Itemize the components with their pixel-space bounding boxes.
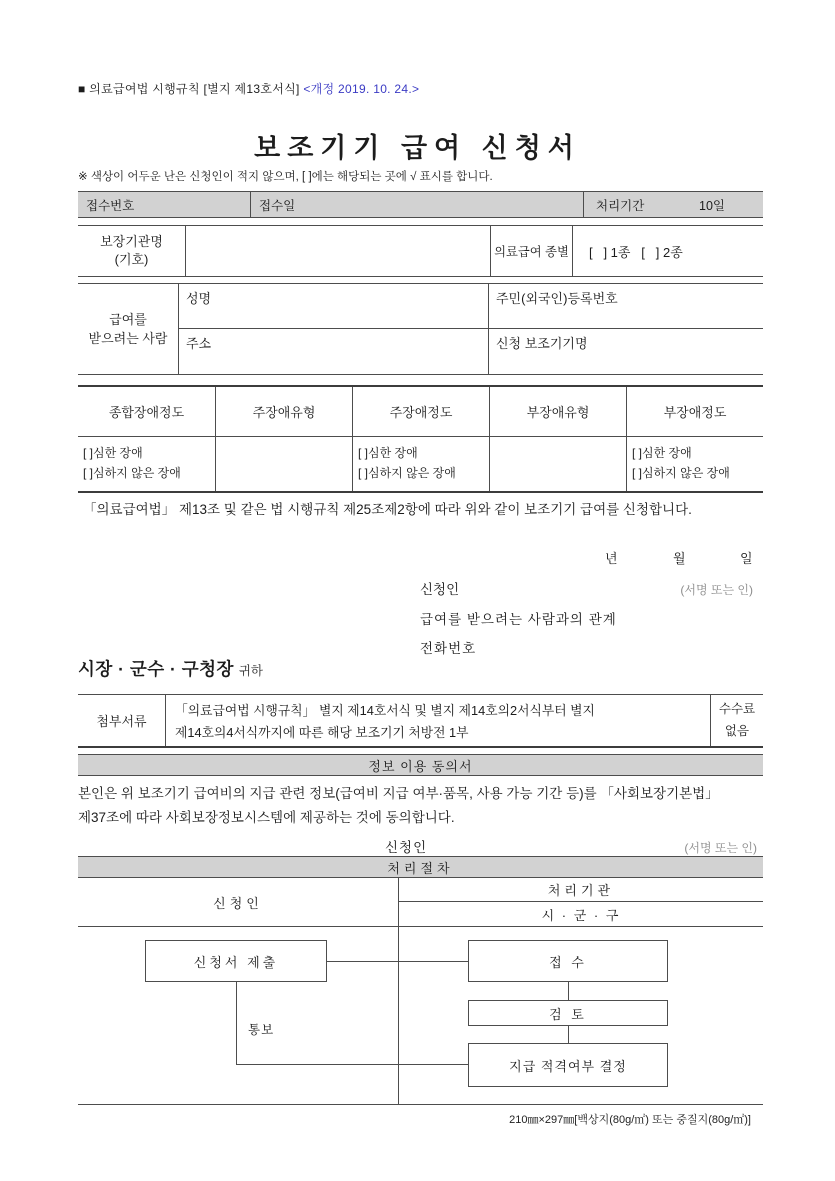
checkbox-severe[interactable]: [ ]심한 장애: [83, 446, 143, 460]
beneficiary-table: [78, 283, 763, 375]
document-reference: [78, 80, 419, 97]
main-type-cell[interactable]: [215, 437, 352, 491]
beneficiary-group-label: [78, 284, 178, 374]
processing-period-label: 처리기간: [596, 198, 645, 213]
receipt-number-label: 접수번호: [86, 198, 135, 213]
connector-review-decision: [568, 1026, 569, 1043]
benefit-type-options[interactable]: [ ] 1종 [ ] 2종: [572, 226, 763, 276]
rrn-field[interactable]: [488, 284, 763, 328]
signature-note: (서명 또는 인): [680, 583, 753, 597]
receipt-number-cell: [78, 192, 250, 217]
applicant-label: 신청인: [420, 582, 460, 597]
consent-section-header: 정보 이용 동의서: [78, 754, 763, 776]
receipt-date-label: 접수일: [259, 198, 296, 213]
header-sub-type: 부장애유형: [489, 387, 626, 436]
procedure-flowchart: [78, 927, 763, 1105]
phone-label: 전화번호: [420, 641, 477, 656]
fee-cell: [710, 695, 763, 746]
beneficiary-fields: [178, 284, 763, 374]
procedure-columns: [78, 878, 763, 927]
address-field[interactable]: [179, 329, 488, 374]
checkbox-severe[interactable]: [ ]심한 장애: [632, 446, 692, 460]
beneficiary-row-1: [179, 284, 763, 329]
agency-name-label-line1: 보장기관명: [100, 234, 163, 250]
flow-box-review: 검 토: [468, 1000, 668, 1026]
beneficiary-group-label-line2: 받으려는 사람: [88, 331, 168, 346]
attachment-label: 첨부서류: [96, 714, 147, 729]
fee-label: 수수료: [718, 702, 756, 717]
consent-applicant-label: 신청인: [385, 840, 428, 855]
fee-value: 없음: [724, 723, 750, 738]
flow-notify-label: 통보: [248, 1023, 275, 1037]
recipient-line: [78, 656, 263, 681]
receipt-row: [78, 191, 763, 218]
revision-date-text: <개정 2019. 10. 24.>: [303, 82, 420, 96]
receipt-date-cell: [250, 192, 583, 217]
connector-submit-receive: [327, 961, 468, 962]
processing-period-cell: [583, 192, 763, 217]
paper-spec-footer: 210㎜×297㎜[백상지(80g/㎡) 또는 중질지(80g/㎡)]: [509, 1114, 751, 1126]
benefit-type-label: 의료급여 종별: [490, 226, 572, 276]
day-label: 일: [740, 551, 753, 566]
month-label: 월: [673, 551, 686, 566]
disability-table: [78, 385, 763, 493]
date-line: [78, 548, 763, 566]
flow-box-receive: 접 수: [468, 940, 668, 982]
procedure-section-header: 처리절차: [78, 856, 763, 878]
disability-header-row: [78, 387, 763, 437]
consent-body-text: 본인은 위 보조기기 급여비의 지급 관련 정보(급여비 지급 여부·품목, 사용 가능 기간 등)를 「사회보장기본법」 제37조에 따라 사회보장정보시스템에 제공하는 것에 동의합니다.: [78, 786, 719, 825]
year-label: 년: [605, 551, 618, 566]
address-label: 주소: [186, 336, 212, 352]
flow-box-submit: 신청서 제출: [145, 940, 327, 982]
agency-row: [78, 225, 763, 277]
consent-signature-line: [78, 836, 763, 854]
procedure-agency-column: [398, 878, 763, 926]
applicant-signature-line: [78, 578, 763, 596]
rrn-label: 주민(외국인)등록번호: [496, 291, 618, 306]
procedure-applicant-column: 신청인: [213, 895, 263, 911]
device-name-field[interactable]: [488, 329, 763, 374]
header-sub-degree: 부장애정도: [626, 387, 763, 436]
procedure-agency-sub-label: 시 · 군 · 구: [541, 907, 621, 923]
flow-box-decision: 지급 적격여부 결정: [468, 1043, 668, 1087]
form-title: 보조기기 급여 신청서: [254, 133, 581, 163]
consent-signature-note: (서명 또는 인): [684, 841, 757, 855]
header-main-degree: 주장애정도: [352, 387, 489, 436]
recipient-honorific: 귀하: [238, 664, 263, 678]
beneficiary-group-label-line1: 급여를: [109, 311, 147, 327]
disability-body-row: [78, 437, 763, 491]
name-field[interactable]: [179, 284, 488, 328]
agency-name-label-line2: (기호): [114, 252, 149, 267]
sub-degree-cell[interactable]: [626, 437, 763, 491]
relation-line: [78, 608, 763, 628]
relation-label: 급여를 받으려는 사람과의 관계: [420, 612, 617, 627]
main-degree-cell[interactable]: [352, 437, 489, 491]
attachment-row: [78, 694, 763, 748]
declaration-text: 「의료급여법」 제13조 및 같은 법 시행규칙 제25조제2항에 따라 위와 같이 보조기기 급여를 신청합니다.: [83, 502, 692, 517]
instruction-note: ※ 색상이 어두운 난은 신청인이 적지 않으며, [ ]에는 해당되는 곳에 √ 표시를 합니다.: [78, 171, 493, 183]
checkbox-severe[interactable]: [ ]심한 장애: [358, 446, 418, 460]
sub-type-cell[interactable]: [489, 437, 626, 491]
procedure-agency-label: 처리기관: [399, 878, 763, 902]
checkbox-not-severe[interactable]: [ ]심하지 않은 장애: [358, 465, 456, 480]
agency-name-label: [78, 226, 185, 276]
statute-reference-text: ■ 의료급여법 시행규칙 [별지 제13호서식]: [78, 82, 304, 96]
overall-degree-cell[interactable]: [78, 437, 215, 491]
attachment-content: 「의료급여법 시행규칙」 별지 제14호서식 및 별지 제14호의2서식부터 별지 제14호의4서식까지에 따른 해당 보조기기 처방전 1부: [165, 695, 710, 746]
phone-line: [78, 637, 763, 657]
connector-receive-review: [568, 982, 569, 1000]
checkbox-not-severe[interactable]: [ ]심하지 않은 장애: [83, 465, 181, 480]
header-overall-degree: 종합장애정도: [108, 405, 185, 420]
flow-column-divider: [398, 927, 399, 1105]
header-main-type: 주장애유형: [215, 387, 352, 436]
checkbox-not-severe[interactable]: [ ]심하지 않은 장애: [632, 465, 730, 480]
device-name-label: 신청 보조기기명: [496, 336, 588, 352]
agency-name-field[interactable]: [185, 226, 490, 276]
processing-period-value: 10일: [699, 198, 725, 213]
connector-notify-decision: [236, 1064, 468, 1065]
beneficiary-row-2: [179, 329, 763, 374]
recipient-title: 시장 · 군수 · 구청장: [78, 659, 234, 679]
name-label: 성명: [186, 291, 212, 306]
connector-submit-down: [236, 982, 237, 1065]
